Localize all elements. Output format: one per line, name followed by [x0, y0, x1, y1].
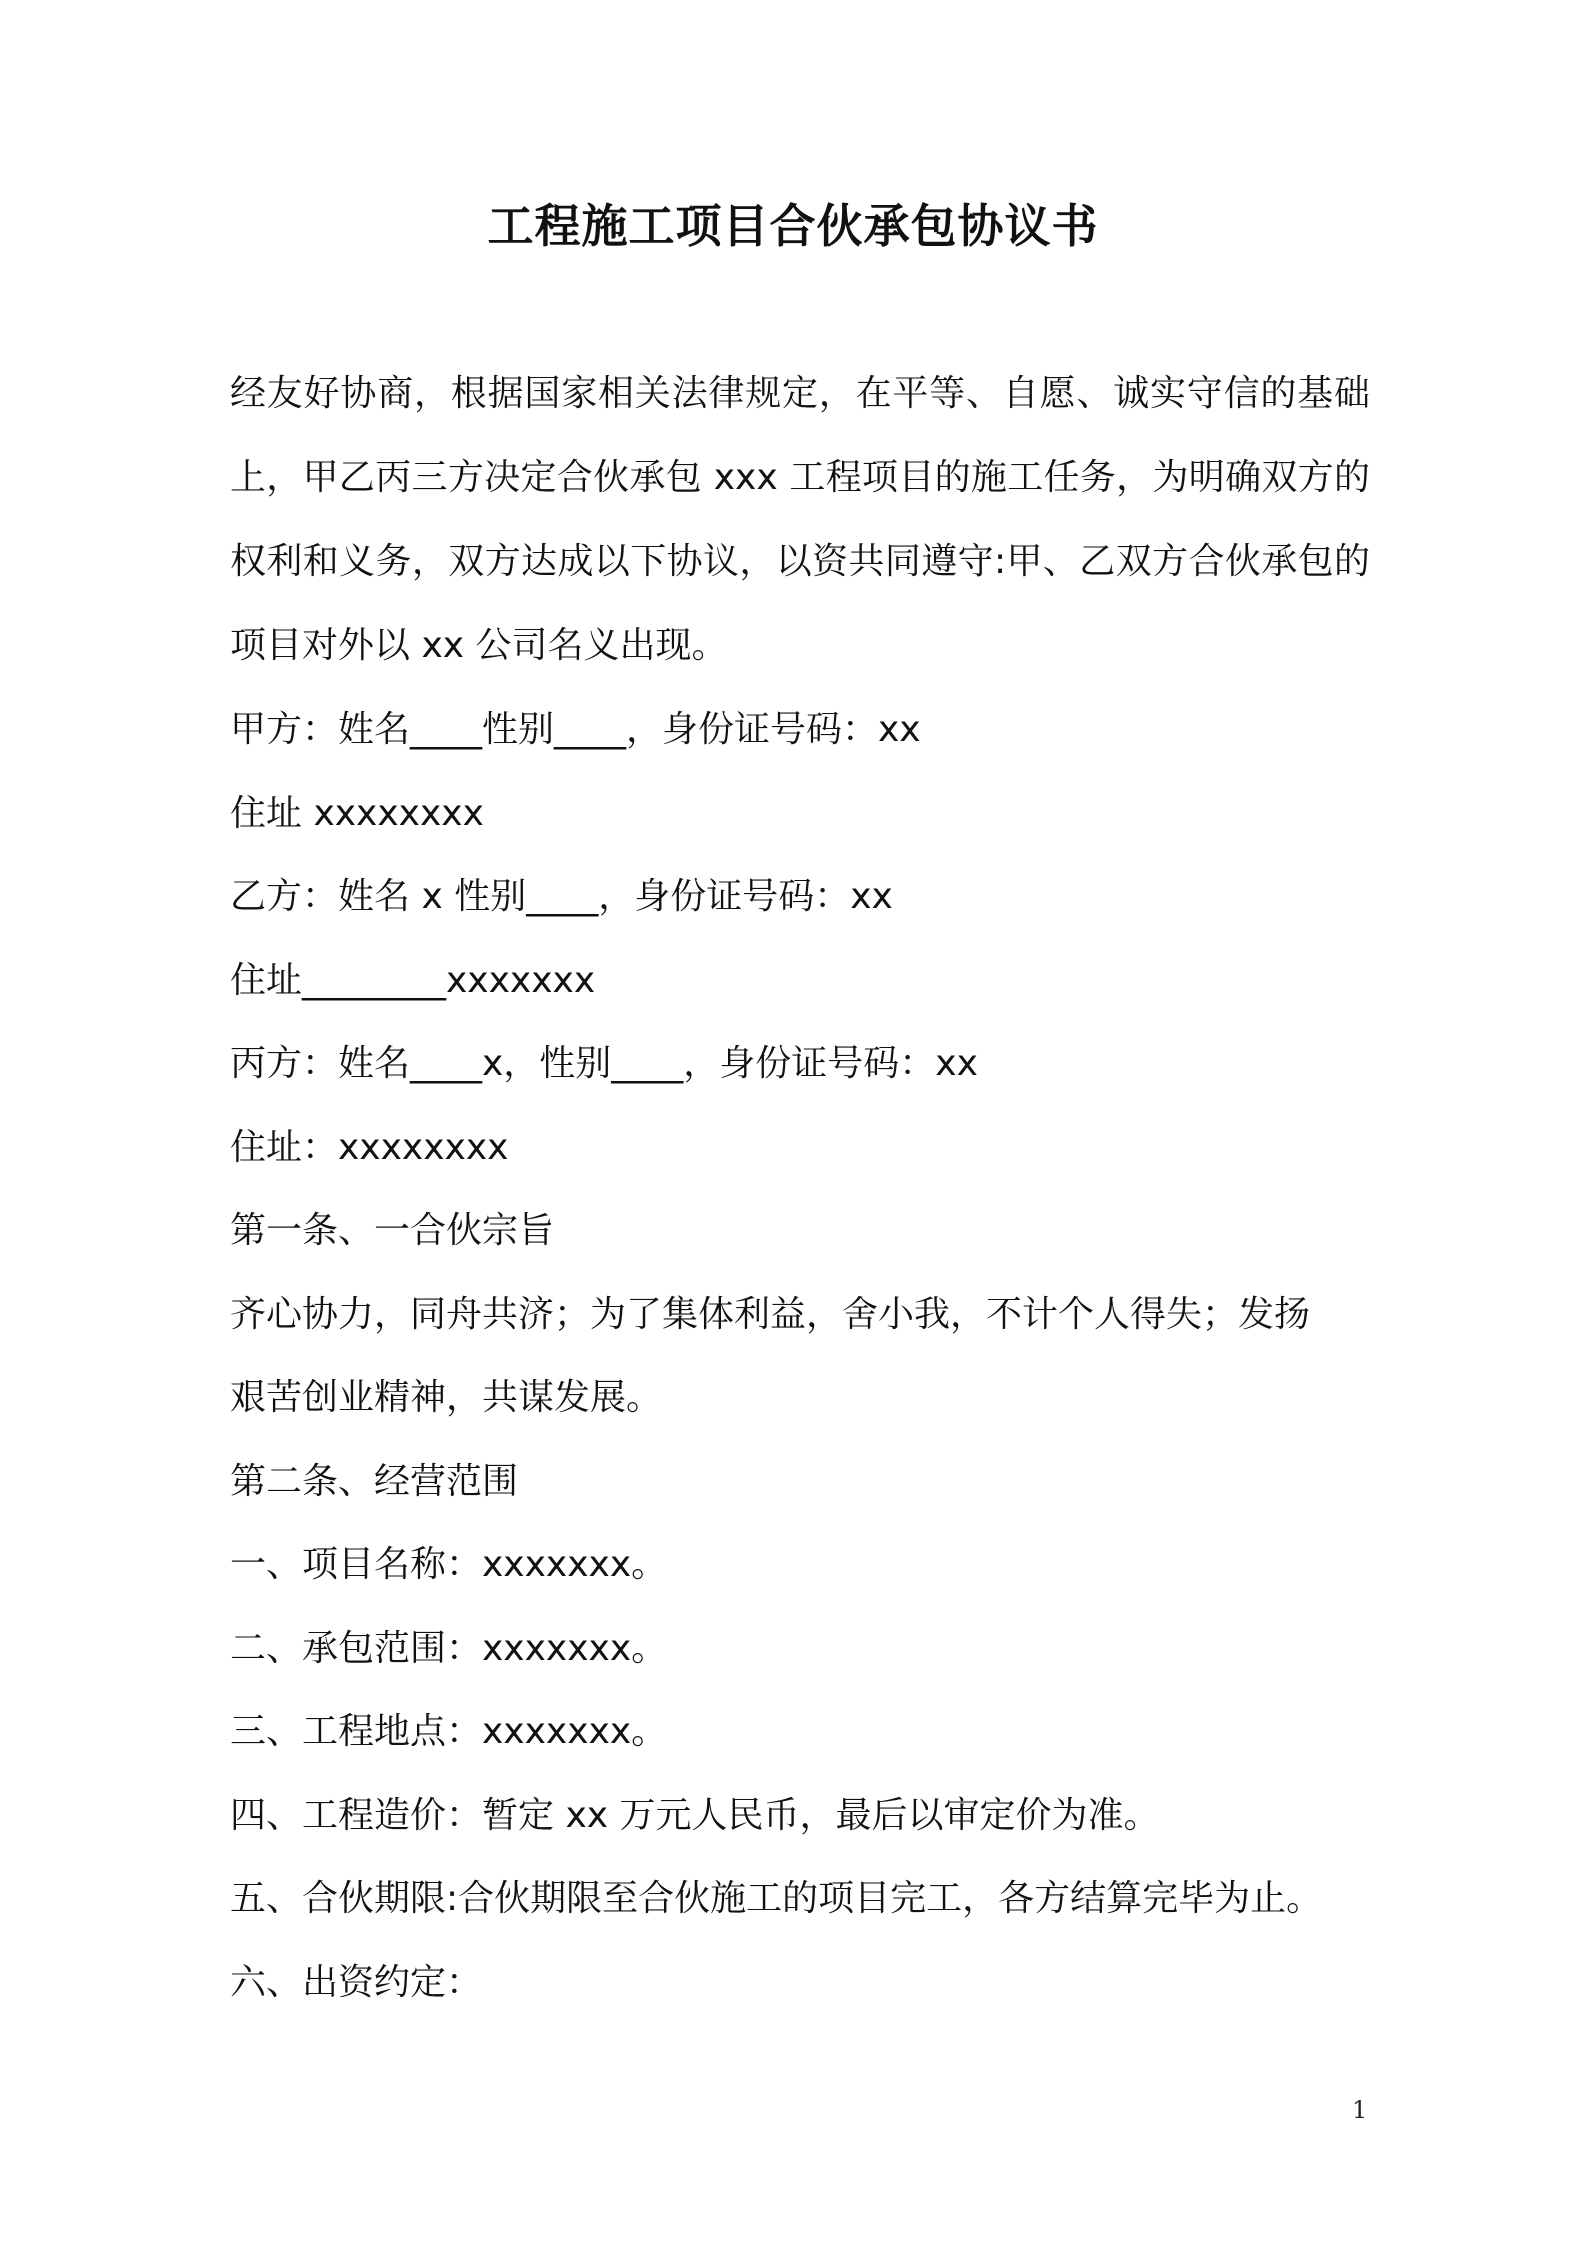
party-b-address: 住址________xxxxxxx: [230, 959, 596, 1001]
contract-scope-item: 二、承包范围：xxxxxxx。: [230, 1627, 668, 1669]
article-2-heading: 第二条、经营范围: [230, 1460, 519, 1502]
party-a-line: 甲方：姓名____性别____，身份证号码：xx: [230, 709, 921, 750]
page-number: 1: [1352, 2096, 1368, 2124]
party-a-address: 住址 xxxxxxxx: [230, 792, 484, 834]
partnership-term-item: 五、合伙期限:合伙期限至合伙施工的项目完工，各方结算完毕为止。: [230, 1878, 1323, 1919]
party-c-address: 住址：xxxxxxxx: [230, 1126, 509, 1168]
project-name-item: 一、项目名称：xxxxxxx。: [230, 1544, 668, 1585]
article-1-heading: 第一条、一合伙宗旨: [230, 1210, 555, 1251]
document-title: 工程施工项目合伙承包协议书: [487, 198, 1099, 253]
project-location-item: 三、工程地点：xxxxxxx。: [230, 1711, 668, 1752]
document-body: [230, 352, 1370, 2024]
article-1-text-line-1: 齐心协力，同舟共济；为了集体利益，舍小我，不计个人得失；发扬: [230, 1293, 1311, 1335]
project-cost-item: 四、工程造价：暂定 xx 万元人民币，最后以审定价为准。: [230, 1794, 1160, 1836]
party-b-line: 乙方：姓名 x 性别____，身份证号码：xx: [230, 876, 893, 917]
party-c-line: 丙方：姓名____x，性别____，身份证号码：xx: [230, 1043, 978, 1084]
capital-contribution-item: 六、出资约定：: [230, 1961, 483, 2003]
intro-paragraph: 经友好协商，根据国家相关法律规定，在平等、自愿、诚实守信的基础上，甲乙丙三方决定合伙承包 xxx 工程项目的施工任务，为明确双方的权利和义务，双方达成以下协议，以资共同遵守:甲、乙双方合伙承包的项目对外以 xx 公司名义出现。: [230, 373, 1370, 666]
article-1-text-line-2: 艰苦创业精神，共谋发展。: [230, 1377, 663, 1418]
